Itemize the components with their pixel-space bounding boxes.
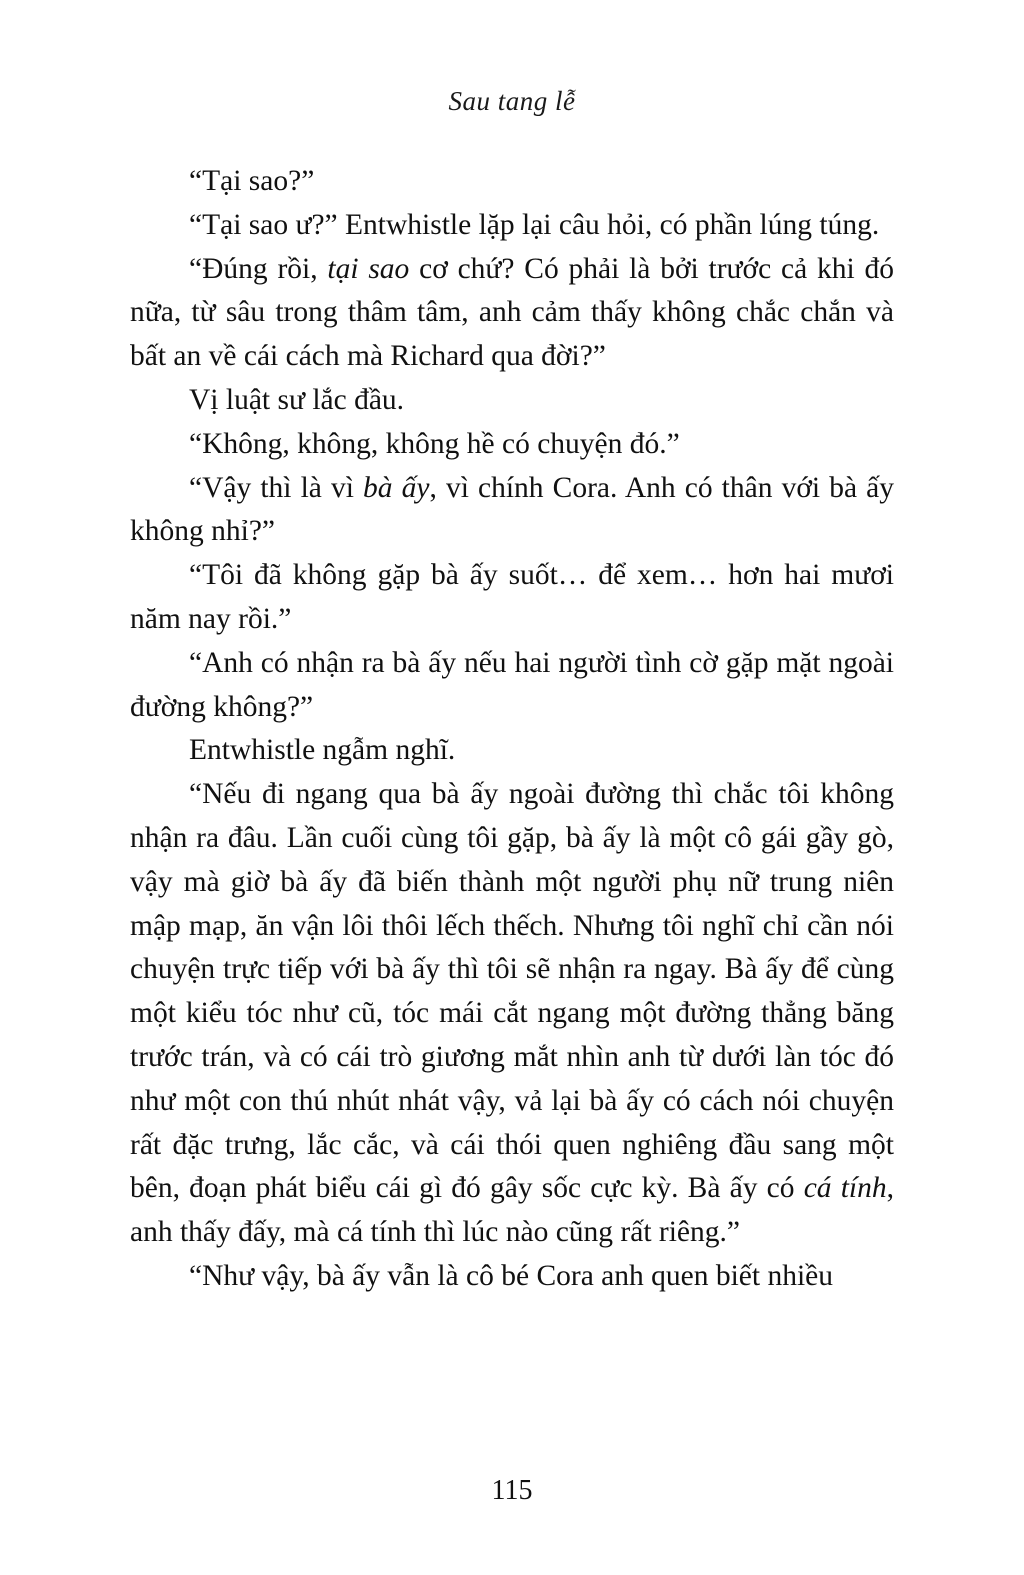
body-paragraph [130, 729, 894, 773]
body-paragraph [130, 379, 894, 423]
page-body [130, 160, 894, 1299]
text-run: “Như vậy, bà ấy vẫn là cô bé Cora anh quen biết nhiều [189, 1259, 834, 1292]
body-paragraph [130, 248, 894, 379]
body-paragraph [130, 554, 894, 642]
body-paragraph [130, 423, 894, 467]
body-paragraph [130, 204, 894, 248]
text-run: “Anh có nhận ra bà ấy nếu hai người tình cờ gặp mặt ngoài đường không?” [130, 646, 894, 723]
text-run: , vì chính Cora. Anh có thân với bà ấy không nhỉ?” [130, 471, 895, 548]
running-head: Sau tang lễ [448, 86, 576, 116]
text-run: cơ chứ? Có phải là bởi trước cả khi đó nữa, từ sâu trong thâm tâm, anh cảm thấy không chắc chắn và bất an về cái cách mà Richard qua đời?” [130, 252, 895, 373]
body-paragraph [130, 1255, 894, 1299]
text-run: Entwhistle ngẫm nghĩ. [189, 734, 456, 767]
text-run: Vị luật sư lắc đầu. [189, 383, 405, 416]
text-run: “Đúng rồi, [189, 252, 328, 285]
emphasis-text: tại sao [327, 252, 410, 285]
body-paragraph [130, 467, 894, 555]
text-run: “Vậy thì là vì [189, 471, 364, 504]
text-run: “Nếu đi ngang qua bà ấy ngoài đường thì chắc tôi không nhận ra đâu. Lần cuối cùng tôi gặp, bà ấy là một cô gái gầy gò, vậy mà giờ bà ấy đã biến thành một người phụ nữ trung niên mập mạp, ăn vận lôi thôi lếch thếch. Nhưng tôi nghĩ chỉ cần nói chuyện trực tiếp với bà ấy thì tôi sẽ nhận ra ngay. Bà ấy để cùng một kiểu tóc như cũ, tóc mái cắt ngang một đường thẳng băng trước trán, và có cái trò giương mắt nhìn anh từ dưới làn tóc đó như một con thú nhút nhát vậy, vả lại bà ấy có cách nói chuyện rất đặc trưng, lắc cắc, và cái thói quen nghiêng đầu sang một bên, đoạn phát biểu cái gì đó gây sốc cực kỳ. Bà ấy có [130, 778, 894, 1205]
emphasis-text: bà ấy [363, 471, 430, 504]
text-run: “Không, không, không hề có chuyện đó.” [189, 427, 680, 460]
body-paragraph [130, 160, 894, 204]
emphasis-text: cá tính [803, 1172, 887, 1205]
text-run: “Tại sao ư?” Entwhistle lặp lại câu hỏi, có phần lúng túng. [189, 208, 880, 241]
text-run: “Tôi đã không gặp bà ấy suốt… để xem… hơn hai mươi năm nay rồi.” [130, 559, 894, 635]
body-paragraph [130, 642, 894, 730]
text-run: “Tại sao?” [189, 165, 315, 197]
text-run: , anh thấy đấy, mà cá tính thì lúc nào cũng rất riêng.” [130, 1172, 894, 1249]
page-number: 115 [491, 1475, 533, 1506]
body-paragraph [130, 773, 894, 1255]
